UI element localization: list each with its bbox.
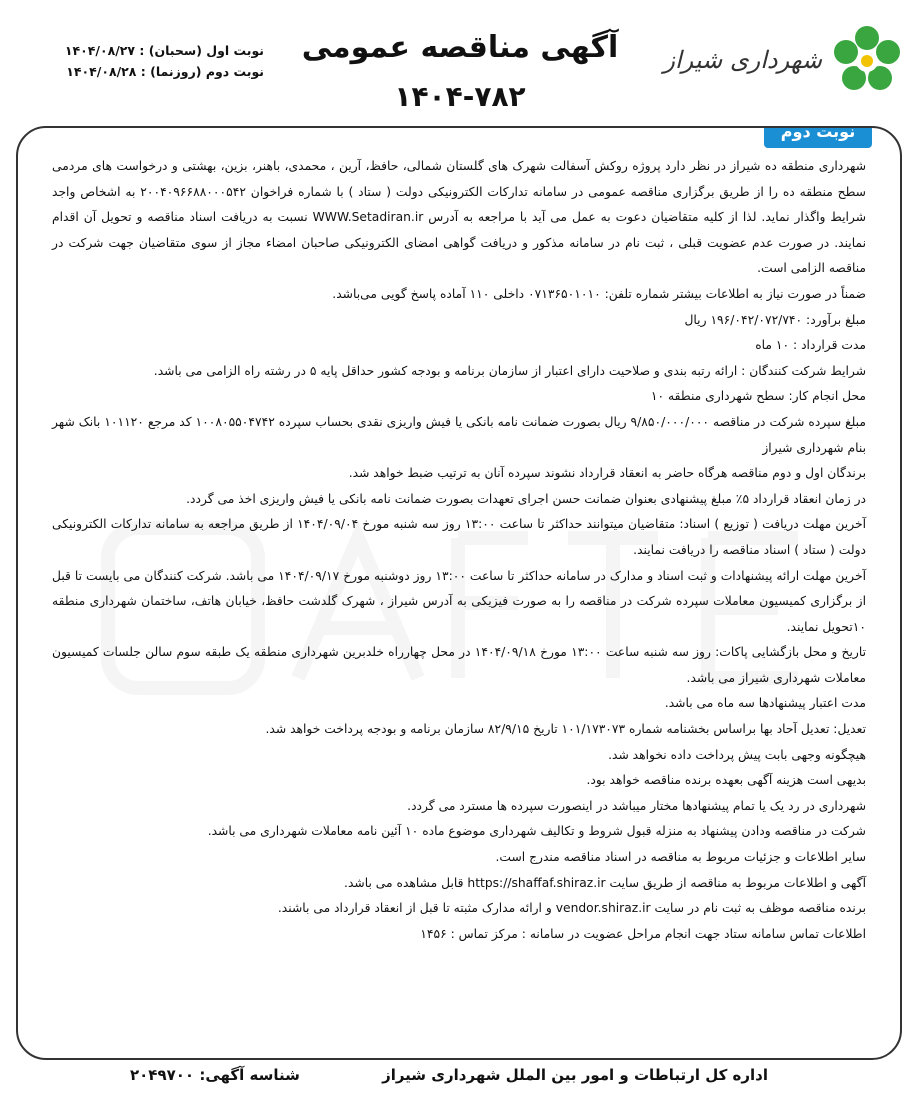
paragraph-setad-contact: اطلاعات تماس سامانه ستاد جهت انجام مراحل عضویت در سامانه : مرکز تماس : ۱۴۵۶ bbox=[420, 926, 866, 941]
round-second: نوبت دوم (روزنما) : ۱۴۰۴/۰۸/۲۸ bbox=[66, 64, 264, 79]
round-first: نوبت اول (سحبان) : ۱۴۰۴/۰۸/۲۷ bbox=[64, 43, 264, 58]
footer bbox=[0, 1062, 918, 1102]
paragraph-winners: برندگان اول و دوم مناقصه هرگاه حاضر به انعقاد قرارداد نشوند سپرده آنان به ترتیب ضبط خواهد شد. bbox=[348, 466, 866, 481]
paragraph-conditions: شرایط شرکت کنندگان : ارائه رتبه بندی و صلاحیت دارای اعتبار از سازمان برنامه و بودجه کشور حداقل پایه ۵ در رشته راه الزامی می باشد. bbox=[153, 363, 866, 378]
paragraph-deposit: مبلغ سپرده شرکت در مناقصه ۹/۸۵۰/۰۰۰/۰۰۰ ریال بصورت ضمانت نامه بانکی یا فیش واریزی نقدی بحساب سپرده ۱۰۰۸۰۵۵۰۴۷۴۲ کد مرجع ۱۰۱۱۲۰ بانک شهر بنام شهرداری شیراز bbox=[52, 414, 866, 455]
paragraph-validity: مدت اعتبار پیشنهادها سه ماه می باشد. bbox=[664, 696, 866, 711]
paragraph-doc-deadline: آخرین مهلت دریافت ( توزیع ) اسناد: متقاضیان میتوانند حداکثر تا ساعت ۱۳:۰۰ روز سه شنبه مورخ ۱۴۰۴/۰۹/۰۴ از طریق مراجعه به سامانه تدارکات الکترونیکی دولت ( ستاد ) اسناد مناقصه را دریافت نمایند. bbox=[52, 517, 866, 557]
page-title: آگهی مناقصه عمومی bbox=[301, 30, 619, 65]
paragraph-acceptance: شرکت در مناقصه ودادن پیشنهاد به منزله قبول شروط و تکالیف شهرداری موضوع ماده ۱۰ آئین نامه معاملات شهرداری می باشد. bbox=[207, 824, 866, 839]
notice-body bbox=[52, 154, 866, 947]
paragraph-contact: ضمناً در صورت نیاز به اطلاعات بیشتر شماره تلفن: ۰۷۱۳۶۵۰۱۰۱۰ داخلی ۱۱۰ آماده پاسخ گویی می‌باشد. bbox=[332, 286, 866, 301]
shiraz-municipality-logo bbox=[663, 24, 904, 104]
header bbox=[0, 0, 918, 122]
paragraph-ad-cost: بدیهی است هزینه آگهی بعهده برنده مناقصه خواهد بود. bbox=[586, 773, 866, 788]
paragraph-vendor: برنده مناقصه موظف به ثبت نام در سایت vendor.shiraz.ir و ارائه مدارک مثبته تا قبل از انعقاد قرارداد می باشند. bbox=[277, 901, 866, 916]
paragraph-adjustment: تعدیل: تعدیل آحاد بها براساس بخشنامه شماره ۱۰۱/۱۷۳۰۷۳ تاریخ ۸۲/۹/۱۵ سازمان برنامه و بودجه پرداخت خواهد شد. bbox=[265, 722, 866, 737]
paragraph-opening: تاریخ و محل بازگشایی پاکات: روز سه شنبه ساعت ۱۳:۰۰ مورخ ۱۴۰۴/۰۹/۱۸ در محل چهارراه خلدبرین شهرداری منطقه یک طبقه سوم سالن جلسات کمیسیون معاملات شهرداری شیراز می باشد. bbox=[52, 645, 866, 685]
paragraph-prepayment: هیچگونه وجهی بابت پیش پرداخت داده نخواهد شد. bbox=[608, 747, 866, 762]
paragraph-rejection: شهرداری در رد یک یا تمام پیشنهادها مختار میباشد در اینصورت سپرده ها مسترد می گردد. bbox=[407, 798, 866, 813]
tender-number: ۱۴۰۴-۷۸۲ bbox=[394, 80, 526, 113]
flower-logo-icon bbox=[830, 24, 904, 98]
paragraph-website: آگهی و اطلاعات مربوط به مناقصه از طریق سایت https://shaffaf.shiraz.ir قابل مشاهده می باشد. bbox=[344, 875, 866, 890]
paragraph-intro: شهرداری منطقه ده شیراز در نظر دارد پروژه روکش آسفالت شهرک های گلستان شمالی، حافظ، آرین ، محمدی، باهنر، بزین، بهشتی و درخواست های مردمی سطح منطقه ده را از طریق برگزاری مناقصه عمومی در سامانه تدارکات الکترونیکی دولت ( ستاد ) با شماره فراخوان ۲۰۰۴۰۹۶۶۸۸۰۰۰۵۴۲ به اشخاص واجد شرایط واگذار نماید. لذا از کلیه متقاضیان دعوت به عمل می آید با مراجعه به آدرس WWW.Setadiran.ir نسبت به دریافت اسناد مناقصه و تحویل آن اقدام نمایند. در صورت عدم عضویت قبلی ، ثبت نام در سامانه مذکور و دریافت گواهی امضای الکترونیکی صاحبان امضاء مجاز از سوی متقاضیان جهت شرکت در مناقصه الزامی است. bbox=[52, 159, 866, 276]
round-badge: نوبت دوم bbox=[764, 126, 872, 148]
paragraph-details: سایر اطلاعات و جزئیات مربوط به مناقصه در اسناد مناقصه مندرج است. bbox=[495, 850, 866, 865]
paragraph-estimate: مبلغ برآورد: ۱۹۶/۰۴۲/۰۷۲/۷۴۰ ریال bbox=[684, 312, 866, 327]
ad-id: شناسه آگهی: ۲۰۴۹۷۰۰ bbox=[130, 1066, 300, 1084]
paragraph-bid-deadline: آخرین مهلت ارائه پیشنهادات و ثبت اسناد و مدارک در سامانه حداکثر تا ساعت ۱۳:۰۰ روز دوشنبه مورخ ۱۴۰۴/۰۹/۱۷ می باشد. شرکت کنندگان می بایست تا قبل از برگزاری کمیسیون معاملات سپرده شرکت در مناقصه را به صورت فیزیکی به آدرس شیراز ، شهرک گلدشت حافظ، خیابان هاتف، ساختمان شهرداری منطقه ۱۰تحویل نمایند. bbox=[52, 568, 866, 634]
paragraph-duration: مدت قرارداد : ۱۰ ماه bbox=[755, 338, 866, 353]
footer-organization: اداره کل ارتباطات و امور بین الملل شهرداری شیراز bbox=[382, 1066, 768, 1084]
logo-text: شهرداری شیراز bbox=[663, 46, 822, 74]
paragraph-location: محل انجام کار: سطح شهرداری منطقه ۱۰ bbox=[650, 389, 866, 404]
paragraph-guarantee: در زمان انعقاد قرارداد ۵٪ مبلغ پیشنهادی بعنوان ضمانت حسن اجرای تعهدات بصورت ضمانت نامه بانکی یا فیش واریزی اخذ می گردد. bbox=[186, 491, 866, 506]
publication-rounds bbox=[24, 40, 264, 82]
notice-frame bbox=[16, 126, 902, 1060]
